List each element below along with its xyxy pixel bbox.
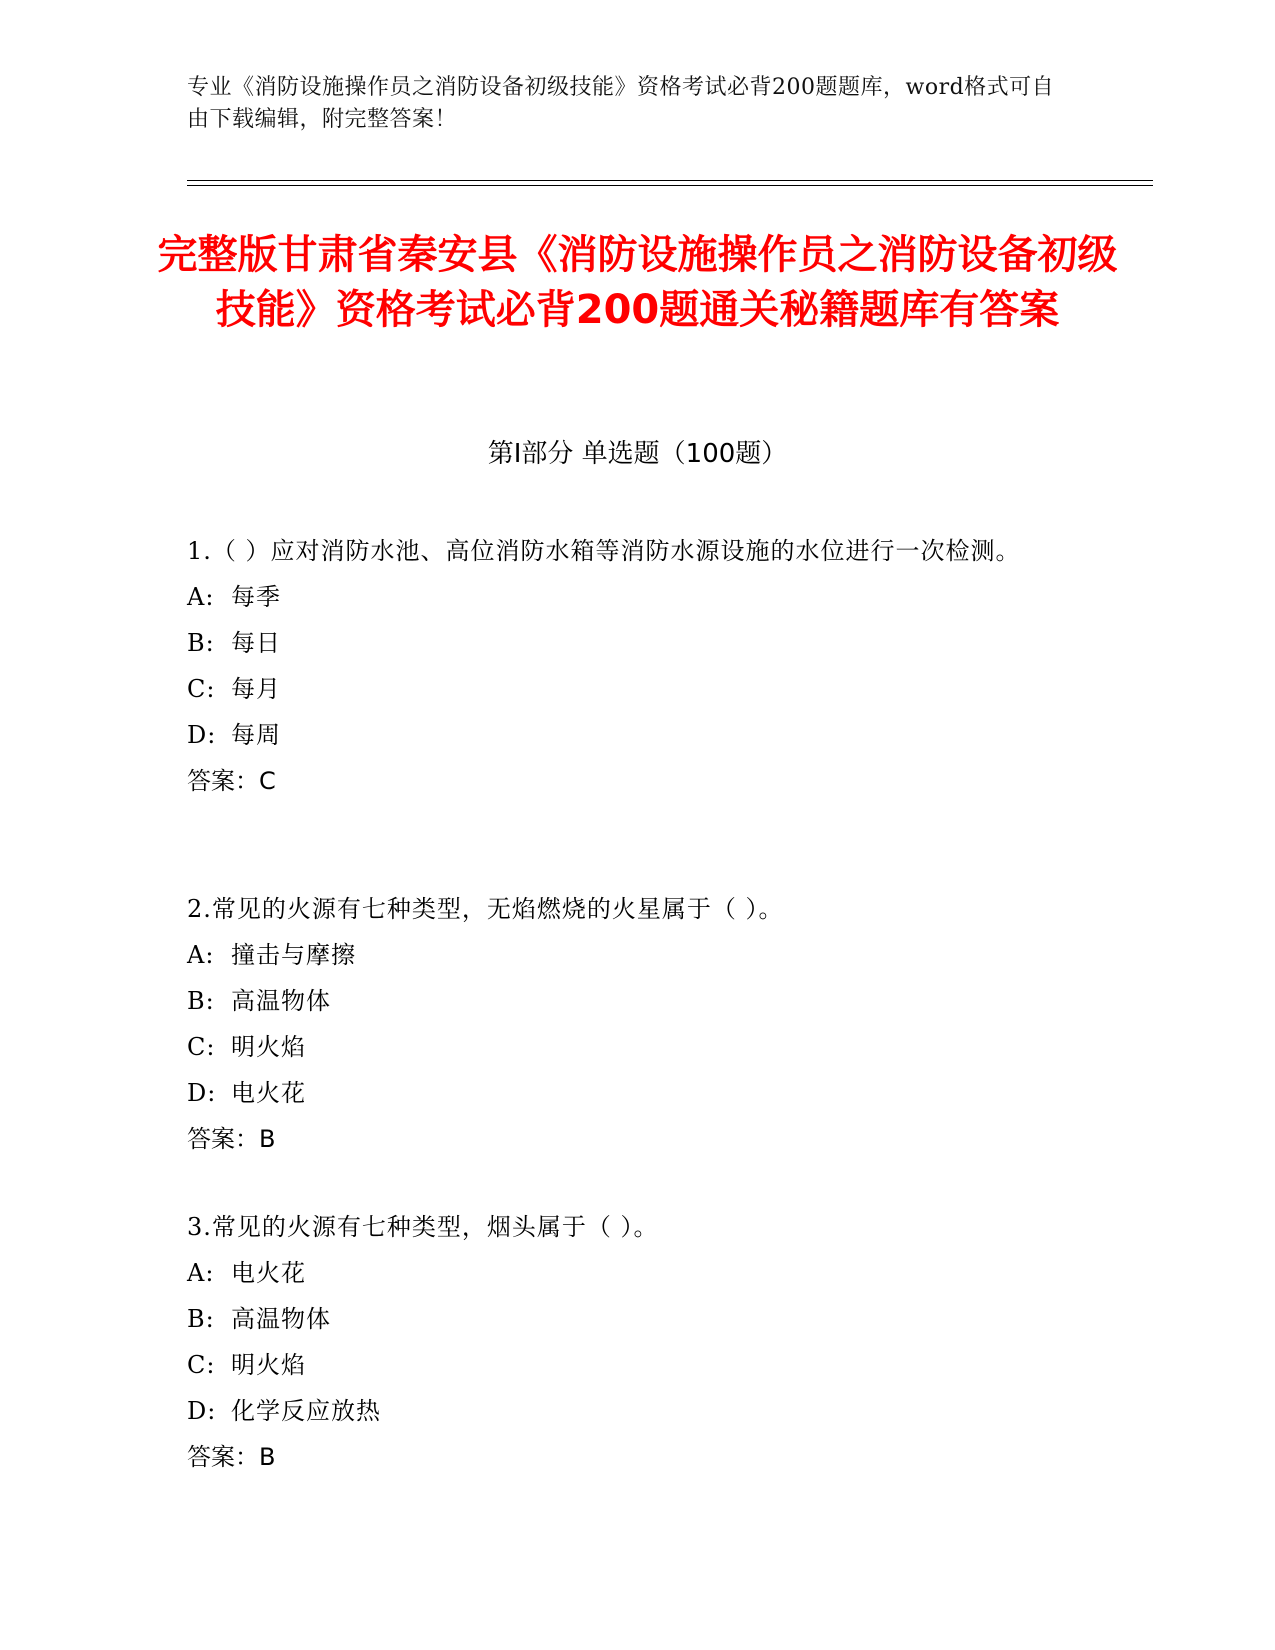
option-letter: A: xyxy=(187,1259,215,1287)
option-text: 每季 xyxy=(231,583,281,611)
option-text: 每月 xyxy=(231,675,281,703)
header-divider-top xyxy=(187,180,1153,181)
option-letter: A: xyxy=(187,941,215,969)
option-text: 明火焰 xyxy=(231,1351,306,1379)
question-text: 2.常见的火源有七种类型，无焰燃烧的火星属于（ ）。 xyxy=(187,895,784,923)
option-text: 化学反应放热 xyxy=(231,1397,381,1425)
answer: 答案：B xyxy=(187,1443,276,1471)
option-text: 明火焰 xyxy=(231,1033,306,1061)
document-title: 完整版甘肃省秦安县《消防设施操作员之消防设备初级技能》资格考试必背200题通关秘籍题库有答案 xyxy=(157,232,1118,333)
option-a xyxy=(187,574,1067,620)
header-note: 专业《消防设施操作员之消防设备初级技能》资格考试必背200题题库，word格式可自由下载编辑，附完整答案！ xyxy=(187,75,1055,132)
option-letter: C: xyxy=(187,1351,216,1379)
option-a xyxy=(187,1250,1067,1296)
question-text: 3.常见的火源有七种类型，烟头属于（ ）。 xyxy=(187,1213,659,1241)
option-c xyxy=(187,666,1067,712)
option-c xyxy=(187,1024,1067,1070)
option-letter: D: xyxy=(187,721,217,749)
option-b xyxy=(187,620,1067,666)
option-letter: C: xyxy=(187,675,216,703)
option-d xyxy=(187,712,1067,758)
option-text: 每周 xyxy=(231,721,281,749)
option-text: 电火花 xyxy=(231,1259,306,1287)
option-d xyxy=(187,1070,1067,1116)
option-c xyxy=(187,1342,1067,1388)
option-a xyxy=(187,932,1067,978)
option-text: 电火花 xyxy=(231,1079,306,1107)
header-divider-bottom xyxy=(187,185,1153,186)
section-title: 第Ⅰ部分 单选题（100题） xyxy=(487,439,788,469)
answer: 答案：C xyxy=(187,767,276,795)
option-text: 撞击与摩擦 xyxy=(231,941,356,969)
option-text: 每日 xyxy=(231,629,281,657)
option-text: 高温物体 xyxy=(231,1305,331,1333)
option-d xyxy=(187,1388,1067,1434)
option-letter: B: xyxy=(187,987,215,1015)
option-b xyxy=(187,978,1067,1024)
option-letter: C: xyxy=(187,1033,216,1061)
question-1 xyxy=(187,528,1067,804)
option-letter: A: xyxy=(187,583,215,611)
question-2 xyxy=(187,886,1067,1162)
option-text: 高温物体 xyxy=(231,987,331,1015)
answer: 答案：B xyxy=(187,1125,276,1153)
option-letter: D: xyxy=(187,1079,217,1107)
option-letter: D: xyxy=(187,1397,217,1425)
option-b xyxy=(187,1296,1067,1342)
question-3 xyxy=(187,1204,1067,1480)
option-letter: B: xyxy=(187,1305,215,1333)
option-letter: B: xyxy=(187,629,215,657)
question-text: 1.（ ）应对消防水池、高位消防水箱等消防水源设施的水位进行一次检测。 xyxy=(187,537,1021,565)
